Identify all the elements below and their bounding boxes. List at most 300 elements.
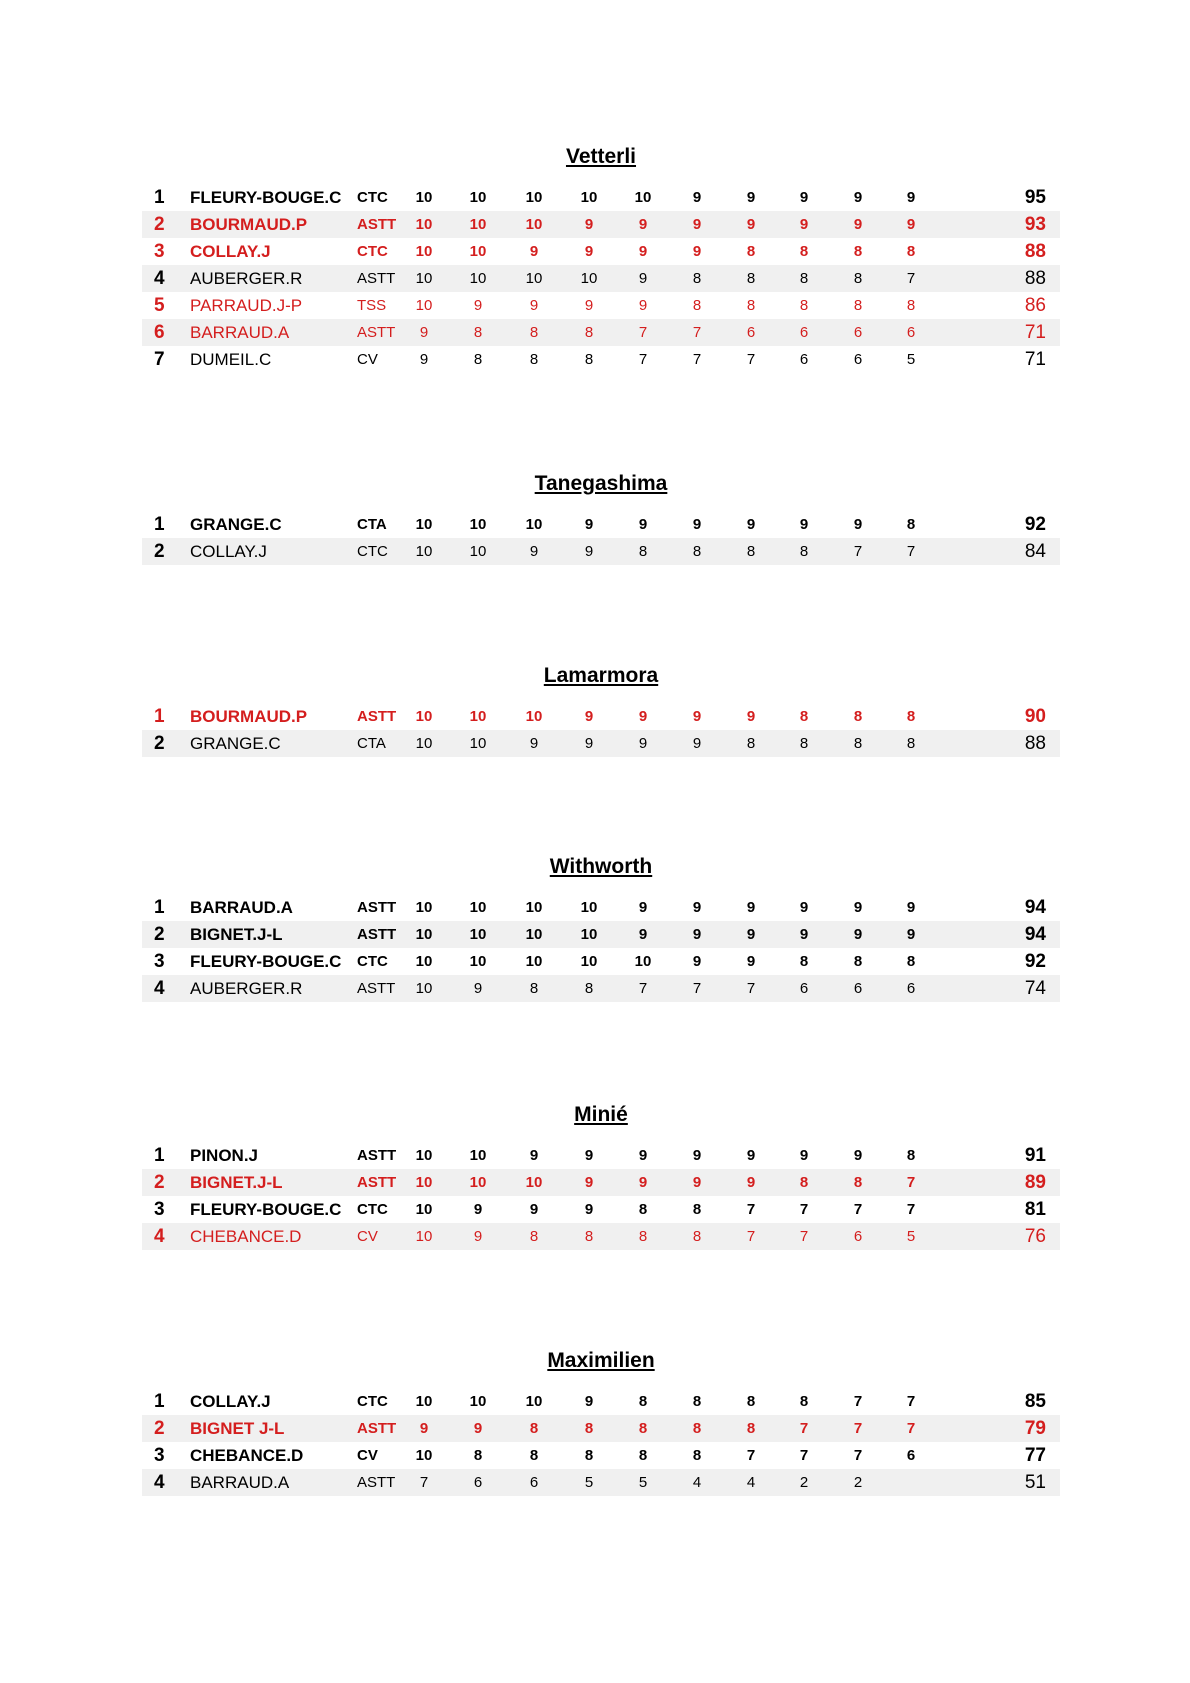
club: ASTT: [357, 899, 397, 916]
shot-score: 10: [469, 1393, 487, 1410]
competitor-name: GRANGE.C: [190, 734, 281, 753]
shot-score: 9: [584, 1174, 594, 1191]
shot-score: 8: [799, 243, 809, 260]
table-row: [142, 211, 1060, 238]
competitor-name: BOURMAUD.P: [190, 215, 308, 234]
shot-score: 10: [634, 953, 652, 970]
shot-score: 9: [584, 1393, 594, 1410]
total-score: 91: [1024, 1145, 1046, 1166]
rank: 4: [154, 1226, 165, 1247]
shot-score: 6: [906, 1447, 916, 1464]
shot-score: 6: [529, 1474, 539, 1491]
rank: 7: [154, 349, 165, 370]
rank: 1: [154, 706, 165, 727]
shot-score: 7: [906, 1393, 916, 1410]
shot-score: 8: [584, 351, 594, 368]
shot-score: 9: [584, 1201, 594, 1218]
shot-score: 8: [853, 243, 863, 260]
shot-score: 7: [906, 270, 916, 287]
shot-score: 8: [799, 297, 809, 314]
total-score: 85: [1024, 1391, 1046, 1412]
results-table: [142, 184, 1060, 373]
total-score: 92: [1024, 951, 1046, 972]
competitor-name: BARRAUD.A: [190, 1473, 290, 1492]
shot-score: 10: [469, 953, 487, 970]
club: CV: [357, 1228, 378, 1245]
club: ASTT: [357, 708, 397, 725]
shot-score: 9: [853, 516, 863, 533]
shot-score: 2: [853, 1474, 863, 1491]
shot-score: 8: [529, 324, 539, 341]
club: CTC: [357, 1201, 388, 1218]
shot-score: 8: [746, 1420, 756, 1437]
shot-score: 7: [853, 543, 863, 560]
shot-score: 9: [638, 899, 648, 916]
shot-score: 8: [692, 543, 702, 560]
shot-score: 8: [853, 297, 863, 314]
competitor-name: AUBERGER.R: [190, 979, 303, 998]
shot-score: 9: [584, 297, 594, 314]
shot-score: 8: [906, 243, 916, 260]
club: ASTT: [357, 1147, 397, 1164]
shot-score: 7: [692, 980, 702, 997]
rank: 3: [154, 241, 165, 262]
shot-score: 10: [469, 1147, 487, 1164]
club: CTA: [357, 735, 386, 752]
shot-score: 10: [469, 926, 487, 943]
shot-score: 9: [584, 543, 594, 560]
competitor-name: BARRAUD.A: [190, 898, 293, 917]
rank: 4: [154, 1472, 165, 1493]
shot-score: 9: [419, 351, 429, 368]
shot-score: 8: [584, 1228, 594, 1245]
table-row: [142, 1169, 1060, 1196]
shot-score: 7: [638, 324, 648, 341]
club: CV: [357, 351, 378, 368]
rank: 3: [154, 951, 165, 972]
shot-score: 8: [584, 1447, 594, 1464]
shot-score: 10: [415, 1393, 433, 1410]
shot-score: 8: [799, 543, 809, 560]
shot-score: 9: [692, 1174, 702, 1191]
section-tanegashima: [142, 469, 1060, 565]
table-row: [142, 1415, 1060, 1442]
shot-score: 9: [906, 899, 916, 916]
table-row: [142, 319, 1060, 346]
shot-score: 9: [746, 926, 756, 943]
section-withworth: [142, 852, 1060, 1002]
table-row: [142, 265, 1060, 292]
shot-score: 8: [638, 543, 648, 560]
competitor-name: COLLAY.J: [190, 242, 271, 261]
shot-score: 10: [469, 216, 487, 233]
shot-score: 9: [853, 1147, 863, 1164]
shot-score: 6: [799, 351, 809, 368]
shot-score: 8: [799, 708, 809, 725]
shot-score: 8: [692, 1393, 702, 1410]
total-score: 51: [1024, 1472, 1046, 1493]
shot-score: 10: [525, 926, 543, 943]
shot-score: 10: [469, 735, 487, 752]
results-table: [142, 703, 1060, 757]
shot-score: 9: [692, 243, 702, 260]
shot-score: 8: [473, 1447, 483, 1464]
shot-score: 9: [799, 216, 809, 233]
shot-score: 8: [692, 1228, 702, 1245]
shot-score: 10: [525, 708, 543, 725]
rank: 1: [154, 1145, 165, 1166]
shot-score: 9: [692, 926, 702, 943]
shot-score: 10: [525, 189, 543, 206]
total-score: 79: [1024, 1418, 1046, 1439]
shot-score: 9: [692, 735, 702, 752]
total-score: 81: [1024, 1199, 1046, 1220]
shot-score: 5: [584, 1474, 594, 1491]
shot-score: 9: [638, 297, 648, 314]
competitor-name: BOURMAUD.P: [190, 707, 308, 726]
shot-score: 7: [906, 1174, 916, 1191]
rank: 1: [154, 1391, 165, 1412]
shot-score: 8: [799, 1174, 809, 1191]
club: CTC: [357, 189, 388, 206]
shot-score: 9: [746, 1147, 756, 1164]
shot-score: 9: [473, 1201, 483, 1218]
section-lamarmora: [142, 661, 1060, 757]
shot-score: 4: [692, 1474, 702, 1491]
shot-score: 7: [746, 1447, 756, 1464]
shot-score: 8: [853, 708, 863, 725]
shot-score: 10: [415, 243, 433, 260]
total-score: 88: [1024, 268, 1046, 289]
shot-score: 10: [580, 926, 598, 943]
shot-score: 9: [799, 516, 809, 533]
shot-score: 9: [638, 708, 648, 725]
rank: 2: [154, 1172, 165, 1193]
shot-score: 9: [584, 516, 594, 533]
shot-score: 8: [853, 953, 863, 970]
section-minie: [142, 1100, 1060, 1250]
section-title: Maximilien: [547, 1349, 655, 1372]
shot-score: 10: [469, 516, 487, 533]
shot-score: 6: [853, 351, 863, 368]
competitor-name: GRANGE.C: [190, 515, 282, 534]
shot-score: 6: [906, 980, 916, 997]
section-title: Minié: [574, 1103, 628, 1126]
total-score: 76: [1024, 1226, 1046, 1247]
shot-score: 9: [746, 899, 756, 916]
shot-score: 8: [638, 1420, 648, 1437]
shot-score: 6: [853, 1228, 863, 1245]
shot-score: 8: [473, 351, 483, 368]
shot-score: 5: [906, 351, 916, 368]
shot-score: 10: [415, 516, 433, 533]
shot-score: 8: [746, 243, 756, 260]
total-score: 77: [1024, 1445, 1046, 1466]
shot-score: 9: [419, 324, 429, 341]
shot-score: 8: [692, 270, 702, 287]
shot-score: 8: [529, 1228, 539, 1245]
shot-score: 10: [415, 953, 433, 970]
shot-score: 9: [853, 216, 863, 233]
shot-score: 9: [692, 516, 702, 533]
shot-score: 10: [415, 980, 433, 997]
rank: 2: [154, 924, 165, 945]
shot-score: 9: [584, 216, 594, 233]
shot-score: 9: [692, 708, 702, 725]
club: CTC: [357, 1393, 388, 1410]
shot-score: 9: [584, 735, 594, 752]
shot-score: 8: [746, 735, 756, 752]
section-title: Withworth: [549, 855, 653, 878]
table-row: [142, 538, 1060, 565]
table-row: [142, 1196, 1060, 1223]
competitor-name: FLEURY-BOUGE.C: [190, 952, 342, 971]
shot-score: 7: [746, 980, 756, 997]
shot-score: 9: [638, 926, 648, 943]
shot-score: 9: [746, 953, 756, 970]
shot-score: 6: [799, 324, 809, 341]
shot-score: 9: [799, 189, 809, 206]
club: CTC: [357, 243, 388, 260]
shot-score: 8: [906, 1147, 916, 1164]
shot-score: 9: [853, 189, 863, 206]
shot-score: 10: [415, 270, 433, 287]
shot-score: 9: [638, 1147, 648, 1164]
rank: 3: [154, 1445, 165, 1466]
shot-score: 5: [638, 1474, 648, 1491]
shot-score: 10: [634, 189, 652, 206]
shot-score: 9: [473, 980, 483, 997]
shot-score: 9: [853, 926, 863, 943]
competitor-name: AUBERGER.R: [190, 269, 303, 288]
shot-score: 9: [692, 899, 702, 916]
shot-score: 10: [525, 1174, 543, 1191]
shot-score: 8: [529, 351, 539, 368]
total-score: 92: [1024, 514, 1046, 535]
total-score: 94: [1024, 897, 1046, 918]
rank: 6: [154, 322, 165, 343]
shot-score: 10: [415, 899, 433, 916]
rank: 5: [154, 295, 165, 316]
shot-score: 8: [746, 543, 756, 560]
club: CV: [357, 1447, 378, 1464]
shot-score: 10: [580, 899, 598, 916]
rank: 4: [154, 978, 165, 999]
shot-score: 9: [638, 243, 648, 260]
club: TSS: [357, 297, 387, 314]
shot-score: 9: [638, 735, 648, 752]
shot-score: 9: [746, 516, 756, 533]
shot-score: 4: [746, 1474, 756, 1491]
shot-score: 10: [525, 216, 543, 233]
total-score: 88: [1024, 733, 1046, 754]
shot-score: 9: [799, 926, 809, 943]
shot-score: 9: [692, 216, 702, 233]
shot-score: 10: [525, 270, 543, 287]
club: ASTT: [357, 980, 396, 997]
shot-score: 9: [746, 1174, 756, 1191]
total-score: 88: [1024, 241, 1046, 262]
shot-score: 9: [529, 543, 539, 560]
shot-score: 10: [525, 899, 543, 916]
total-score: 90: [1024, 706, 1046, 727]
shot-score: 8: [529, 980, 539, 997]
rank: 3: [154, 1199, 165, 1220]
shot-score: 9: [638, 1174, 648, 1191]
table-row: [142, 292, 1060, 319]
shot-score: 8: [799, 270, 809, 287]
shot-score: 10: [469, 543, 487, 560]
club: CTC: [357, 953, 388, 970]
shot-score: 8: [799, 1393, 809, 1410]
shot-score: 7: [799, 1447, 809, 1464]
club: ASTT: [357, 1420, 397, 1437]
shot-score: 8: [853, 735, 863, 752]
shot-score: 9: [746, 189, 756, 206]
table-row: [142, 1223, 1060, 1250]
shot-score: 9: [638, 216, 648, 233]
shot-score: 7: [853, 1393, 863, 1410]
shot-score: 8: [906, 953, 916, 970]
competitor-name: FLEURY-BOUGE.C: [190, 188, 342, 207]
shot-score: 8: [529, 1420, 539, 1437]
total-score: 86: [1024, 295, 1046, 316]
shot-score: 8: [906, 516, 916, 533]
shot-score: 9: [473, 297, 483, 314]
table-row: [142, 1142, 1060, 1169]
section-title: Vetterli: [565, 145, 637, 168]
results-table: [142, 1388, 1060, 1496]
shot-score: 10: [415, 543, 433, 560]
rank: 2: [154, 1418, 165, 1439]
shot-score: 6: [853, 324, 863, 341]
club: ASTT: [357, 216, 397, 233]
results-table: [142, 511, 1060, 565]
table-row: [142, 238, 1060, 265]
competitor-name: BARRAUD.A: [190, 323, 290, 342]
shot-score: 10: [525, 1393, 543, 1410]
rank: 1: [154, 514, 165, 535]
shot-score: 10: [469, 243, 487, 260]
shot-score: 9: [853, 899, 863, 916]
shot-score: 8: [584, 324, 594, 341]
shot-score: 9: [799, 899, 809, 916]
shot-score: 8: [692, 1447, 702, 1464]
shot-score: 10: [580, 189, 598, 206]
club: CTC: [357, 543, 388, 560]
shot-score: 7: [906, 1201, 916, 1218]
shot-score: 7: [419, 1474, 429, 1491]
shot-score: 9: [638, 270, 648, 287]
shot-score: 8: [638, 1228, 648, 1245]
shot-score: 9: [584, 708, 594, 725]
shot-score: 7: [799, 1201, 809, 1218]
shot-score: 8: [906, 708, 916, 725]
total-score: 71: [1024, 322, 1046, 343]
table-row: [142, 184, 1060, 211]
shot-score: 6: [473, 1474, 483, 1491]
total-score: 95: [1024, 187, 1046, 208]
rank: 2: [154, 541, 165, 562]
shot-score: 9: [529, 297, 539, 314]
table-row: [142, 948, 1060, 975]
shot-score: 10: [469, 270, 487, 287]
shot-score: 2: [799, 1474, 809, 1491]
shot-score: 7: [638, 351, 648, 368]
shot-score: 7: [799, 1228, 809, 1245]
shot-score: 8: [692, 1201, 702, 1218]
shot-score: 8: [746, 270, 756, 287]
competitor-name: BIGNET J-L: [190, 1419, 285, 1438]
shot-score: 10: [415, 189, 433, 206]
competitor-name: CHEBANCE.D: [190, 1446, 304, 1465]
table-row: [142, 975, 1060, 1002]
shot-score: 10: [415, 216, 433, 233]
table-row: [142, 921, 1060, 948]
shot-score: 9: [584, 1147, 594, 1164]
shot-score: 10: [469, 708, 487, 725]
shot-score: 7: [906, 543, 916, 560]
shot-score: 8: [584, 1420, 594, 1437]
shot-score: 8: [906, 297, 916, 314]
club: ASTT: [357, 270, 396, 287]
shot-score: 10: [415, 1201, 433, 1218]
competitor-name: BIGNET.J-L: [190, 1173, 283, 1192]
shot-score: 7: [799, 1420, 809, 1437]
shot-score: 9: [473, 1228, 483, 1245]
shot-score: 9: [529, 1147, 539, 1164]
shot-score: 7: [692, 351, 702, 368]
club: ASTT: [357, 324, 396, 341]
shot-score: 8: [473, 324, 483, 341]
shot-score: 10: [469, 1174, 487, 1191]
table-row: [142, 1442, 1060, 1469]
table-row: [142, 894, 1060, 921]
shot-score: 8: [853, 270, 863, 287]
shot-score: 8: [692, 1420, 702, 1437]
table-row: [142, 1388, 1060, 1415]
section-title: Lamarmora: [543, 664, 659, 687]
section-maximilien: [142, 1346, 1060, 1496]
competitor-name: PARRAUD.J-P: [190, 296, 303, 315]
shot-score: 10: [415, 926, 433, 943]
shot-score: 10: [415, 1228, 433, 1245]
shot-score: 9: [529, 243, 539, 260]
table-row: [142, 1469, 1060, 1496]
shot-score: 6: [906, 324, 916, 341]
shot-score: 8: [799, 953, 809, 970]
shot-score: 8: [746, 297, 756, 314]
shot-score: 9: [473, 1420, 483, 1437]
club: ASTT: [357, 1174, 397, 1191]
shot-score: 8: [853, 1174, 863, 1191]
shot-score: 10: [525, 516, 543, 533]
rank: 1: [154, 897, 165, 918]
competitor-name: DUMEIL.C: [190, 350, 272, 369]
table-row: [142, 730, 1060, 757]
shot-score: 8: [906, 735, 916, 752]
section-vetterli: [142, 142, 1060, 373]
competitor-name: COLLAY.J: [190, 1392, 271, 1411]
shot-score: 10: [415, 735, 433, 752]
shot-score: 10: [525, 953, 543, 970]
shot-score: 6: [799, 980, 809, 997]
rank: 2: [154, 214, 165, 235]
total-score: 74: [1024, 978, 1046, 999]
total-score: 84: [1024, 541, 1046, 562]
shot-score: 8: [529, 1447, 539, 1464]
club: ASTT: [357, 926, 397, 943]
